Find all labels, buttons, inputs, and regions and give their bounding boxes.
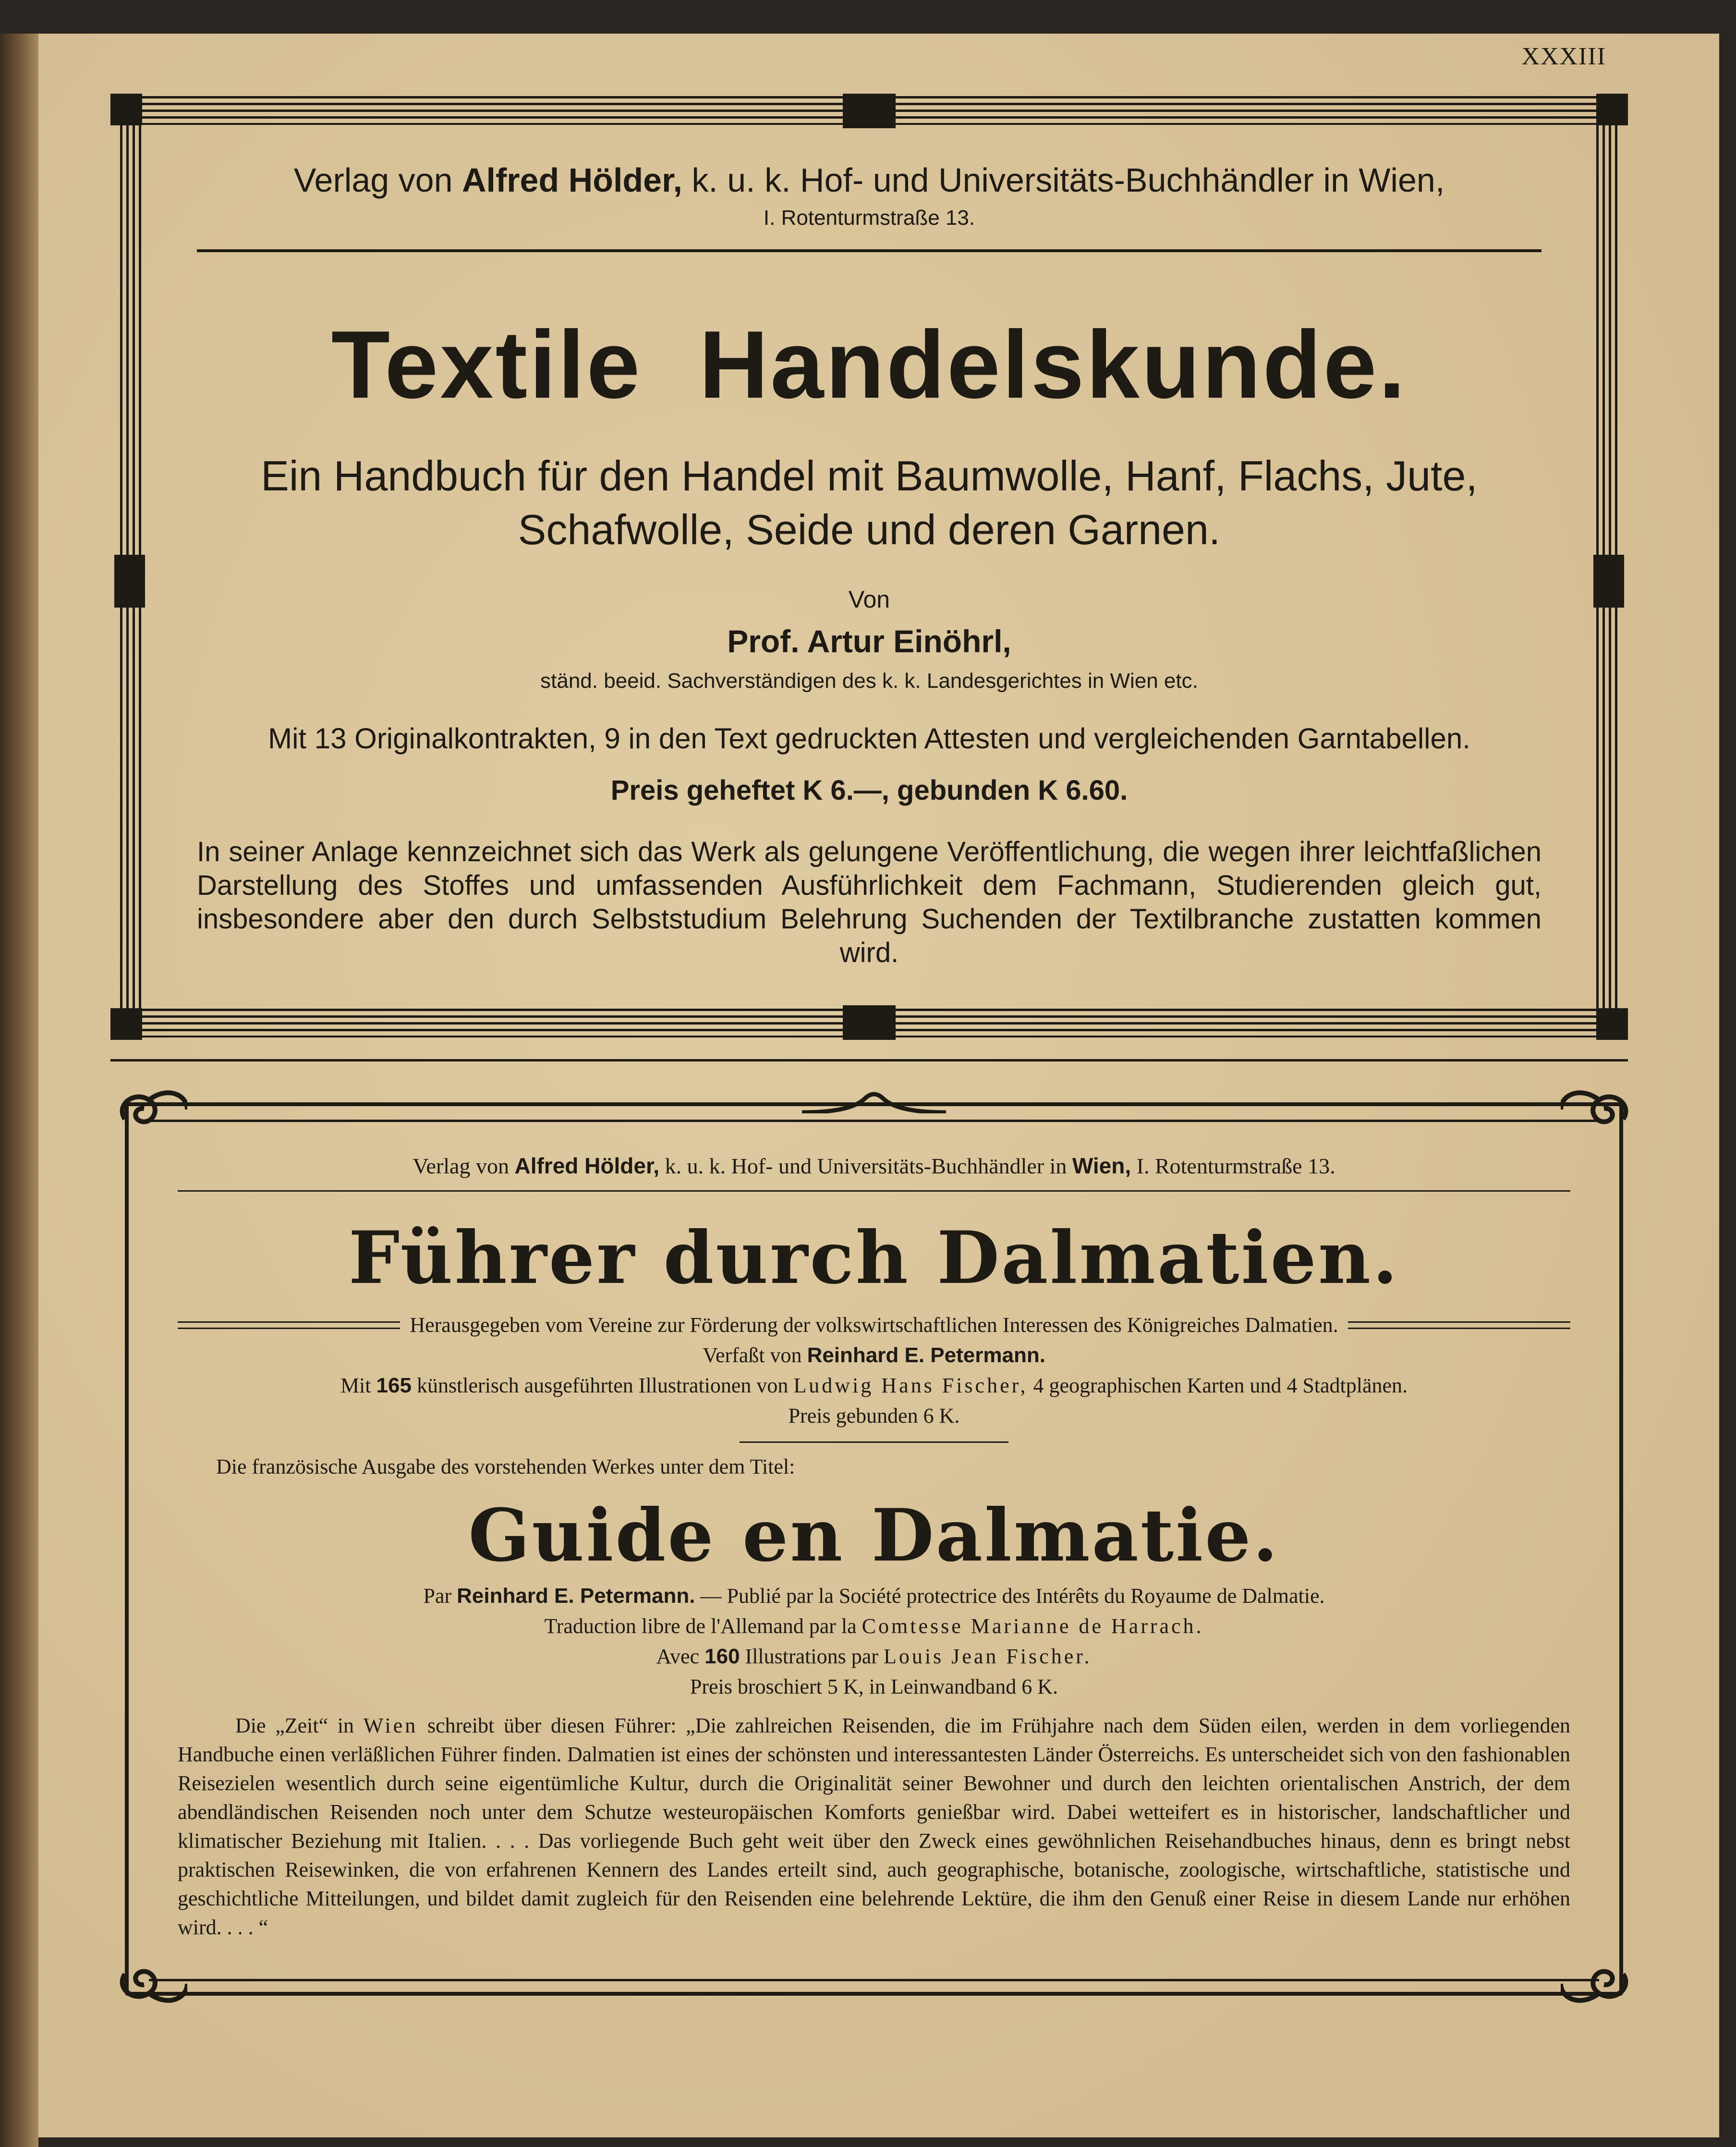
corner-ornament-icon	[115, 1076, 187, 1138]
french-price: Preis broschiert 5 K, in Leinwandband 6 K.	[690, 1675, 1058, 1698]
fr-illustrations-middle: Illustrations par	[745, 1645, 878, 1668]
section-divider	[110, 1059, 1628, 1061]
book-subtitle	[197, 449, 1542, 557]
book-description: In seiner Anlage kennzeichnet sich das Werk als gelungene Veröffentlichung, die wegen ihrer leichtfaßlichen Darstellung des Stoffes und umfassenden Ausführlichkeit dem Fachmann, Studierenden gleich gut, insbesondere aber den durch Selbststudium Belehrung Suchenden der Textilbranche zustatten kommen wird.	[197, 836, 1542, 968]
french-book-title: Guide en Dalmatie.	[468, 1493, 1280, 1578]
frame-corner	[110, 94, 142, 125]
publisher-suffix: k. u. k. Hof- und Universitäts-Buchhändler in Wien,	[692, 161, 1445, 199]
publisher-city: Wien,	[1072, 1153, 1131, 1178]
french-translation-line	[178, 1614, 1570, 1638]
page-number: XXXIII	[1521, 43, 1606, 70]
book-extras: Mit 13 Originalkontrakten, 9 in den Text gedruckten Attesten und vergleichenden Garntabellen.	[268, 722, 1470, 755]
french-author-line	[178, 1584, 1570, 1608]
divider-rule	[178, 1190, 1570, 1192]
ad1-content	[197, 151, 1542, 970]
illustrations-count: 165	[376, 1374, 412, 1397]
illustrations-suffix: 4 geographischen Karten und 4 Stadtplänen.	[1033, 1374, 1408, 1397]
publisher-address: I. Rotenturmstraße 13.	[1136, 1154, 1335, 1178]
subtitle-line: Schafwolle, Seide und deren Garnen.	[518, 506, 1221, 553]
ad-textile-handelskunde	[110, 94, 1628, 1040]
editor-text: Herausgegeben vom Vereine zur Förderung der volkswirtschaftlichen Interessen des Königreiches Dalmatien.	[410, 1313, 1338, 1337]
corner-ornament-icon	[115, 1955, 187, 2017]
frame-block	[114, 555, 145, 608]
fr-illustrations-prefix: Avec	[656, 1645, 700, 1668]
fr-illustrator: Louis Jean Fischer.	[883, 1645, 1092, 1668]
review-prefix: Die „Zeit“ in	[235, 1714, 354, 1737]
fr-translation-prefix: Traduction libre de l'Allemand par la	[544, 1614, 857, 1638]
author-name: Prof. Artur Einöhrl,	[727, 623, 1011, 659]
fr-author-prefix: Par	[423, 1584, 452, 1608]
fr-translator: Comtesse Marianne de Harrach.	[862, 1614, 1204, 1638]
ad-fuehrer-durch-dalmatien	[115, 1076, 1633, 2017]
frame-arch-ornament	[802, 1085, 946, 1113]
author-credentials: ständ. beeid. Sachverständigen des k. k. Landesgerichtes in Wien etc.	[540, 669, 1198, 693]
frame-corner	[1596, 1008, 1628, 1040]
book-price: Preis geheftet K 6.—, gebunden K 6.60.	[610, 775, 1128, 806]
book-title: Führer durch Dalmatien.	[348, 1216, 1400, 1300]
publisher-name: Alfred Hölder,	[514, 1153, 660, 1178]
illustrations-middle: künstlerisch ausgeführten Illustrationen von	[416, 1374, 789, 1397]
book-gutter	[0, 34, 38, 2147]
author-name: Reinhard E. Petermann.	[807, 1343, 1045, 1367]
fr-author-suffix: — Publié par la Société protectrice des Intérêts du Royaume de Dalmatie.	[700, 1584, 1325, 1608]
illustrations-prefix: Mit	[340, 1374, 371, 1397]
illustrations-line	[178, 1373, 1570, 1398]
frame-corner	[1596, 94, 1628, 125]
editor-line	[178, 1313, 1570, 1337]
publisher-prefix: Verlag von	[413, 1154, 509, 1178]
illustrator-name: Ludwig Hans Fischer,	[793, 1374, 1028, 1397]
author-prefix: Verfaßt von	[703, 1343, 802, 1367]
review-city: Wien	[363, 1714, 418, 1737]
frame-corner	[110, 1008, 142, 1040]
ad2-content	[178, 1153, 1570, 1942]
publisher-middle: k. u. k. Hof- und Universitäts-Buchhändler in	[665, 1154, 1067, 1178]
publisher-line	[197, 161, 1542, 199]
corner-ornament-icon	[1561, 1955, 1633, 2017]
divider-rule	[197, 249, 1542, 252]
publisher-prefix: Verlag von	[293, 161, 453, 199]
frame-block	[843, 94, 896, 128]
publisher-address: I. Rotenturmstraße 13.	[763, 206, 975, 230]
book-title: Textile Handelskunde.	[331, 311, 1408, 418]
subtitle-line: Ein Handbuch für den Handel mit Baumwolle, Hanf, Flachs, Jute,	[261, 452, 1478, 500]
french-edition-intro: Die französische Ausgabe des vorstehenden Werkes unter dem Titel:	[216, 1455, 795, 1478]
double-rule	[1348, 1321, 1570, 1329]
publisher-line	[178, 1153, 1570, 1179]
divider-rule	[740, 1441, 1008, 1443]
frame-block	[843, 1005, 896, 1040]
by-label: Von	[848, 586, 890, 613]
frame-block	[1593, 555, 1624, 608]
french-illustrations-line	[178, 1644, 1570, 1669]
fr-author-name: Reinhard E. Petermann.	[457, 1584, 695, 1608]
author-line	[178, 1343, 1570, 1367]
press-review	[178, 1711, 1570, 1942]
publisher-name: Alfred Hölder,	[461, 161, 682, 199]
fr-illustrations-count: 160	[704, 1645, 740, 1668]
double-rule	[178, 1321, 400, 1329]
review-text: schreibt über diesen Führer: „Die zahlreichen Reisenden, die im Frühjahre nach dem Süden eilen, werden in dem vorliegenden Handbuche einen verläßlichen Führer finden. Dalmatien ist eines der schönsten und interessantesten Länder Österreichs. Es unterscheidet sich von den fashionablen Reisezielen wesentlich durch seine eigentümliche Kultur, durch die Originalität seiner Bewohner und durch den leichten orientalischen Anstrich, der dem abendländischen Reisenden noch unter dem Schutze westeuropäischen Komforts genießbar wird. Dabei wetteifert es in historischer, landschaftlicher und klimatischer Beziehung mit Italien. . . . Das vorliegende Buch geht weit über den Zweck eines gewöhnlichen Reisehandbuches hinaus, denn es bringt nebst praktischen Reisewinken, die von erfahrenen Kennern des Landes erteilt sind, auch geographische, botanische, zoologische, wirtschaftliche, statistische und geschichtliche Mitteilungen, und bildet damit zugleich für den Reisenden eine belehrende Lektüre, die ihm den Genuß einer Reise in diesem Lande nur erhöhen wird. . . . “	[178, 1714, 1571, 1939]
book-price: Preis gebunden 6 K.	[788, 1404, 960, 1427]
corner-ornament-icon	[1561, 1076, 1633, 1138]
